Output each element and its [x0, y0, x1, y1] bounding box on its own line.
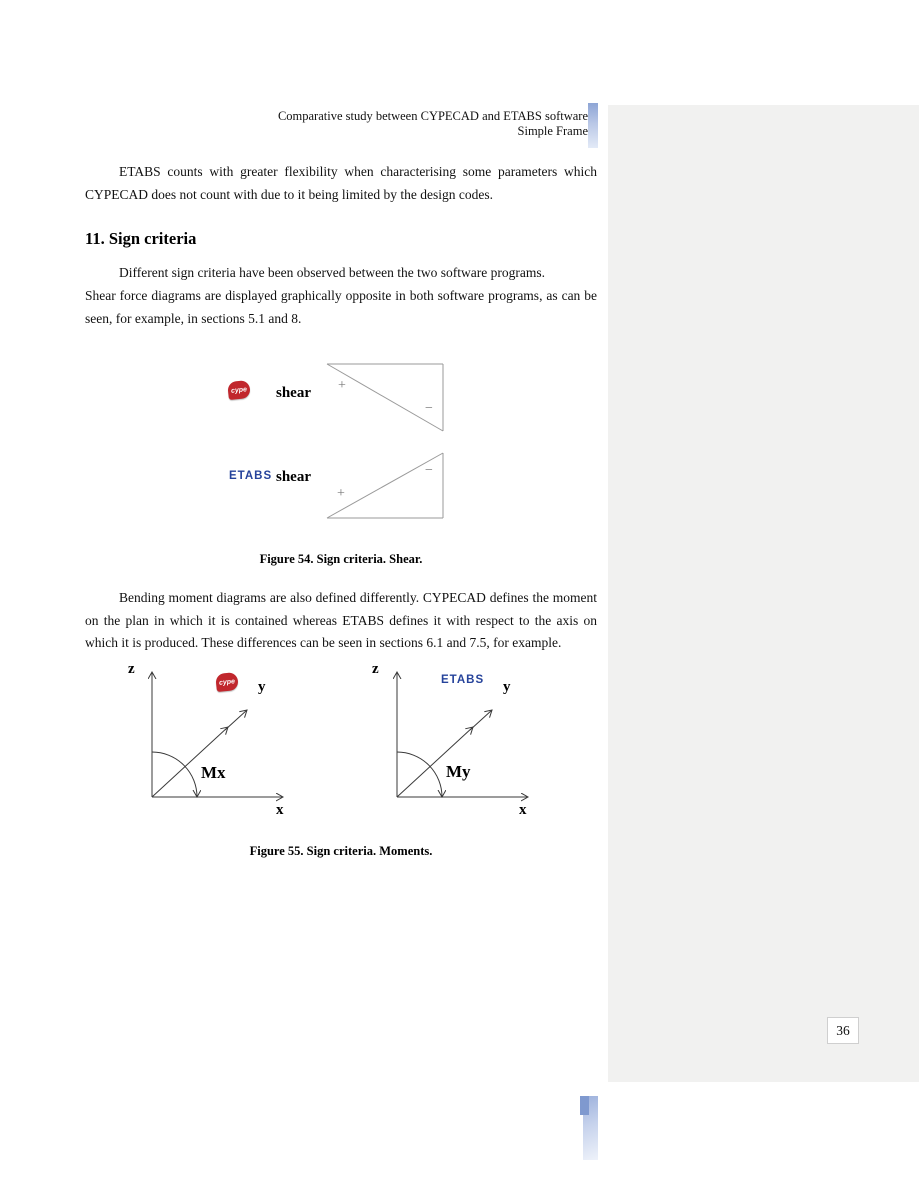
minus-sign: −: [425, 401, 433, 416]
section-heading: 11. Sign criteria: [85, 229, 197, 248]
paragraph-sign-criteria-line2: Shear force diagrams are displayed graphically opposite in both software programs, as can be seen, for example, in sections 5.1 and 8.: [85, 288, 597, 326]
page-number: [827, 1017, 859, 1044]
shear-diagram-cype: [326, 361, 446, 435]
axis-label-y: y: [503, 679, 511, 695]
figure54-caption: Figure 54. Sign criteria. Shear.: [259, 552, 423, 566]
figure55-caption: Figure 55. Sign criteria. Moments.: [249, 844, 433, 858]
paragraph-moments: Bending moment diagrams are also defined differently. CYPECAD defines the moment on the plan in which it is contained whereas ETABS defines it with respect to the axis on which it is produced. These differences can be seen in sections 6.1 and 7.5, for example.: [85, 590, 597, 650]
plus-sign: +: [338, 378, 346, 393]
etabs-logo-text: ETABS: [441, 674, 485, 686]
decoration-bar-top: [588, 103, 598, 148]
header-subtitle: Simple Frame: [517, 123, 588, 138]
plus-sign: +: [337, 486, 345, 501]
cype-logo-text: cype: [230, 385, 248, 395]
shear-label-etabs: shear: [276, 469, 311, 485]
cype-logo-icon: [227, 380, 251, 400]
axis-label-x: x: [519, 802, 527, 818]
page-number-text: 36: [836, 1022, 850, 1038]
header-title: Comparative study between CYPECAD and ETABS software: [277, 109, 588, 123]
moment-label-my: My: [446, 762, 471, 781]
axis-label-z: z: [372, 661, 379, 677]
y-axis-tip: [225, 710, 247, 730]
paragraph-intro: ETABS counts with greater flexibility when characterising some parameters which CYPECAD does not count with due to it being limited by the design codes.: [85, 164, 597, 202]
shear-label-cype: shear: [276, 385, 311, 401]
side-panel-background: [608, 105, 919, 1082]
etabs-logo-text: ETABS: [229, 470, 273, 482]
axis-label-x: x: [276, 802, 284, 818]
y-axis-line: [152, 727, 228, 797]
y-axis-tip: [470, 710, 492, 730]
axis-label-y: y: [258, 679, 266, 695]
moment-label-mx: Mx: [201, 763, 226, 782]
minus-sign: −: [425, 463, 433, 478]
shear-diagram-etabs: [326, 447, 446, 521]
cype-logo-text: cype: [218, 677, 236, 687]
page-header: [85, 109, 588, 138]
paragraph-sign-criteria-line1: Different sign criteria have been observed between the two software programs.: [119, 265, 545, 280]
axis-label-z: z: [128, 661, 135, 677]
decoration-bar-bottom-dark: [580, 1096, 589, 1115]
